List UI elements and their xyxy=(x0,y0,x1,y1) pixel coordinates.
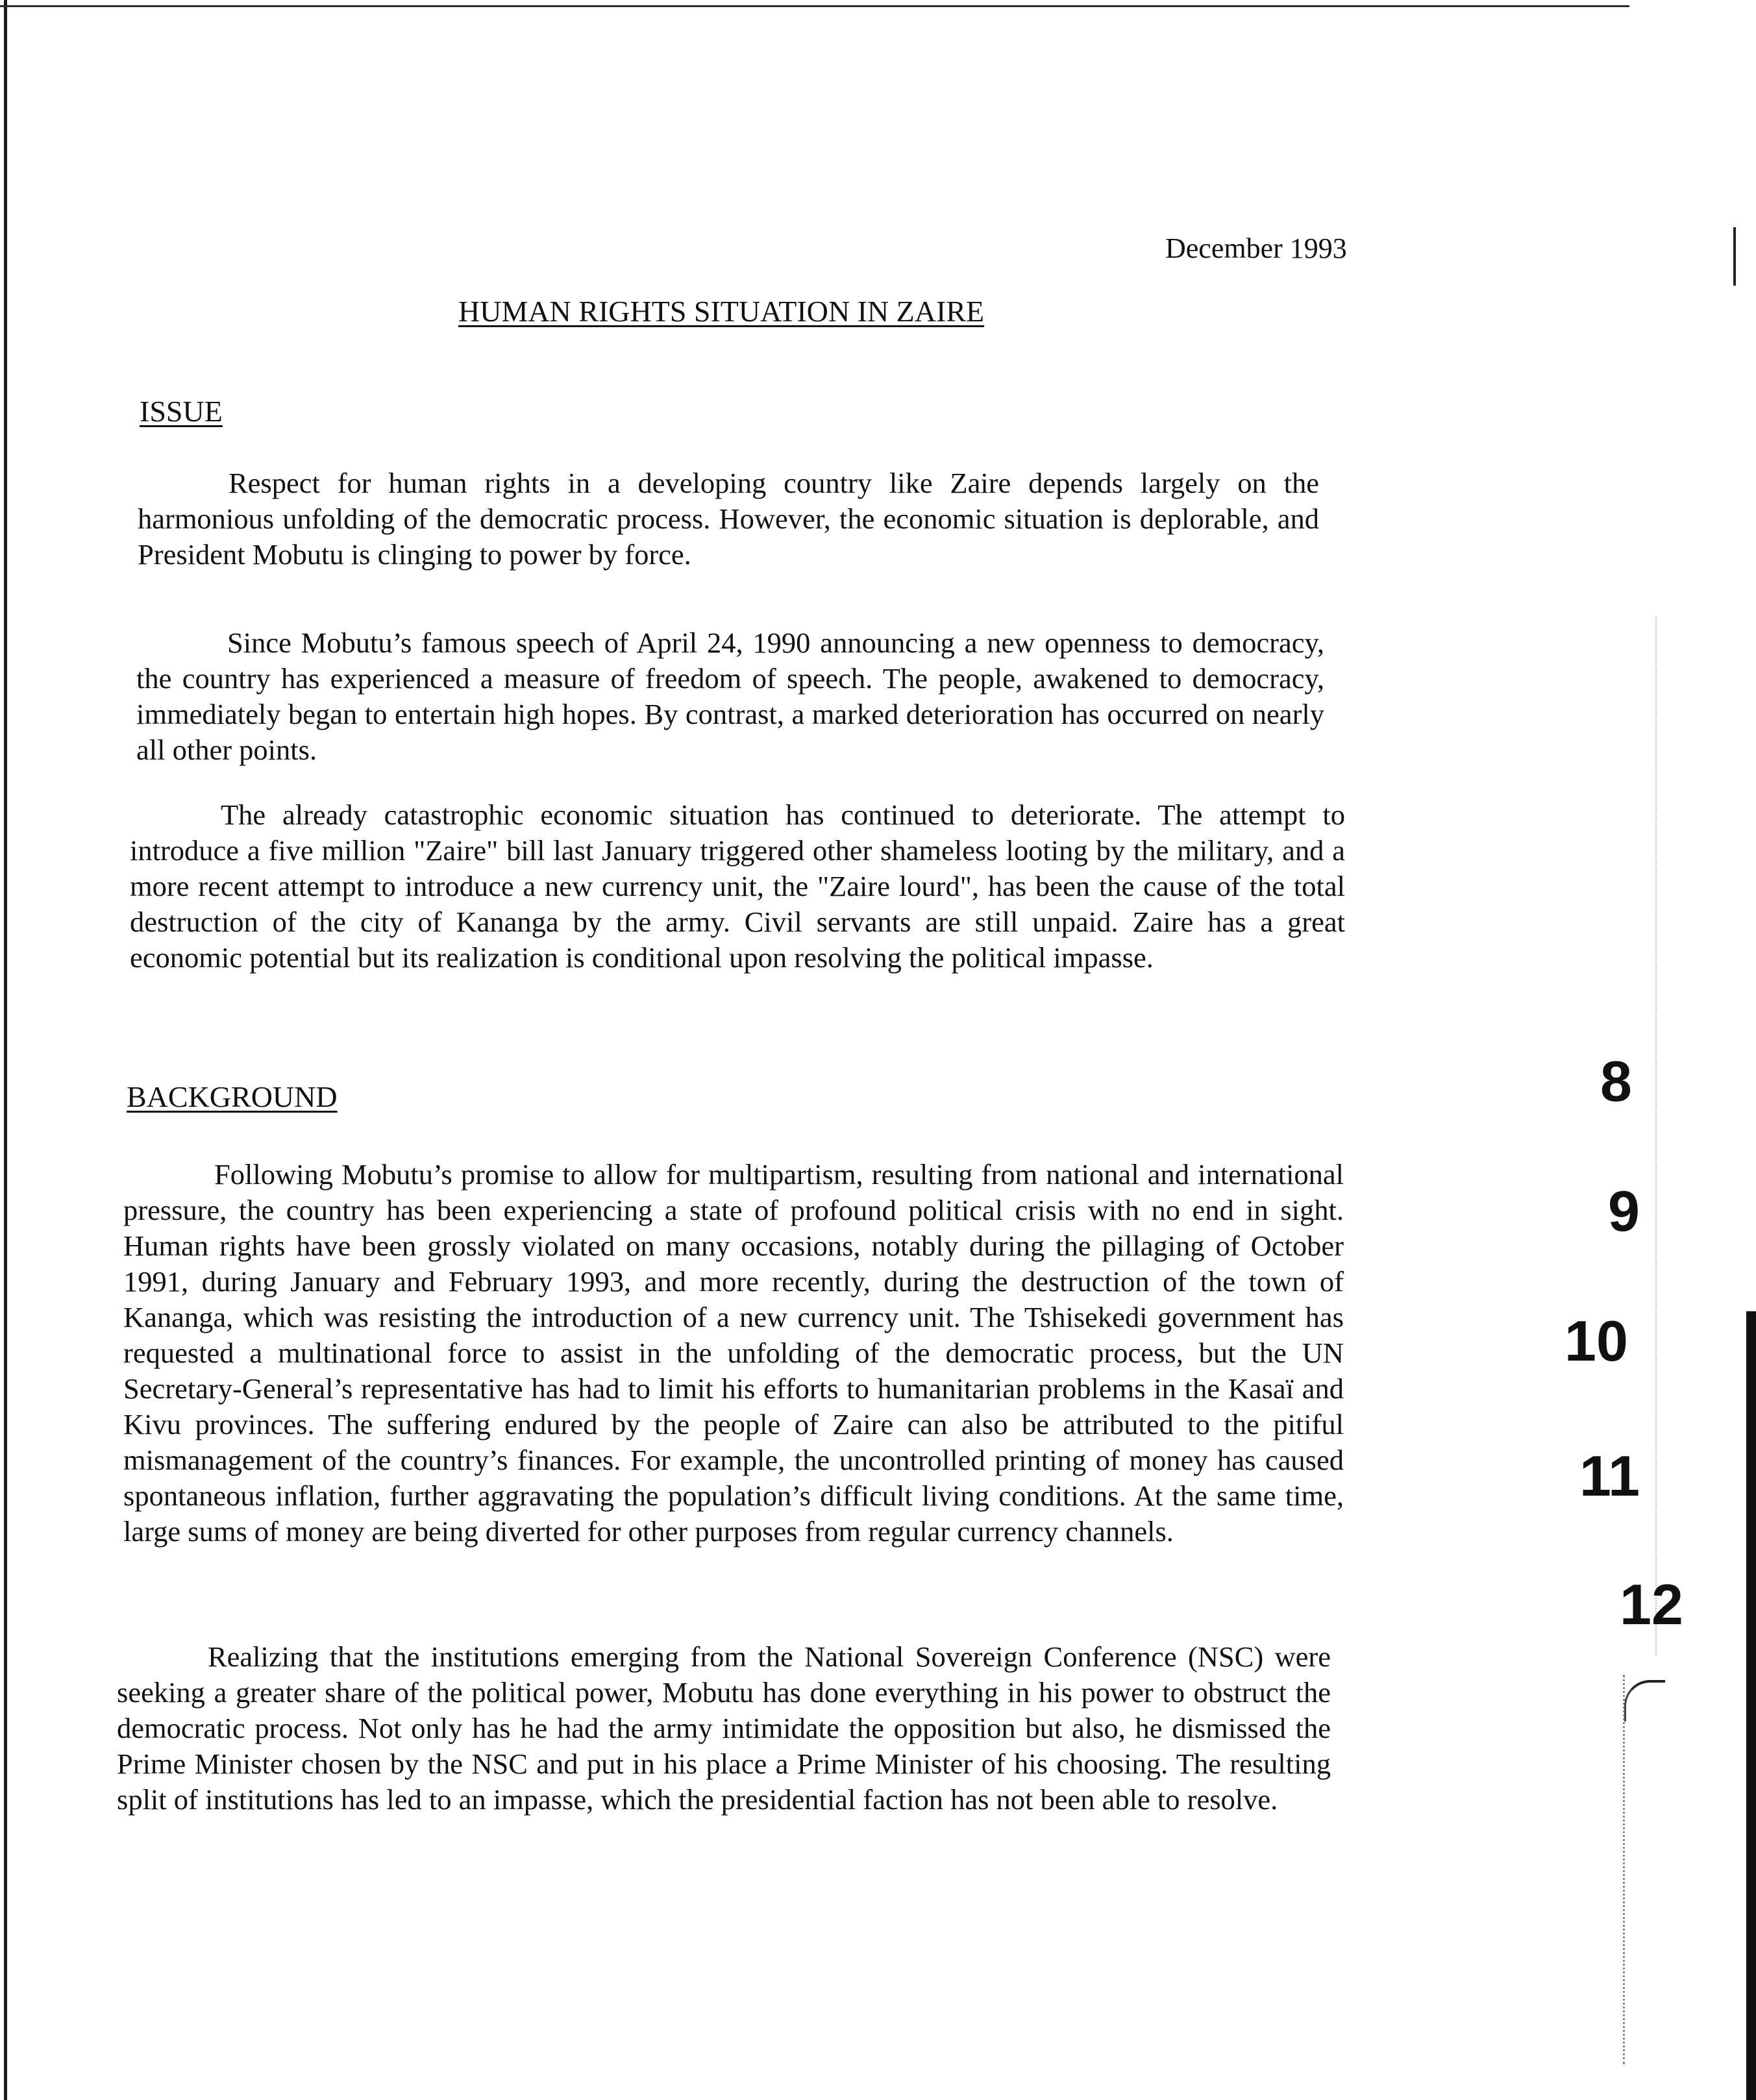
margin-tab-8: 8 xyxy=(1600,1049,1632,1113)
margin-tab-9: 9 xyxy=(1608,1179,1640,1243)
scan-margin-dots xyxy=(1655,617,1658,1655)
binder-tab-edge xyxy=(1623,1675,1626,2064)
section-heading-background: BACKGROUND xyxy=(127,1080,338,1113)
section-heading-issue: ISSUE xyxy=(140,395,223,428)
binder-tab-corner xyxy=(1624,1680,1665,1722)
scan-right-shadow xyxy=(1746,1311,1756,2100)
issue-paragraph-3: The already catastrophic economic situation has continued to deteriorate. The attempt to introduce a five million "Zaire" bill last January triggered other shameless looting by the military, and a more recent attempt to introduce a new currency unit, the "Zaire lourd", has been the cause of the total destruction of the city of Kananga by the army. Civil servants are still unpaid. Zaire has a great economic potential but its realization is conditional upon resolving the political impasse. xyxy=(130,798,1345,974)
background-paragraph-2: Realizing that the institutions emerging from the National Sovereign Conference (NSC) were seeking a greater share of the political power, Mobutu has done everything in his power to obstruct the democratic process. Not only has he had the army intimidate the opposition but also, he dismissed the Prime Minister chosen by the NSC and put in his place a Prime Minister of his choosing. The resulting split of institutions has led to an impasse, which the presidential faction has not been able to resolve. xyxy=(117,1640,1331,1816)
scan-left-edge xyxy=(4,0,7,2100)
margin-tab-12: 12 xyxy=(1620,1572,1683,1637)
margin-tab-10: 10 xyxy=(1564,1309,1628,1373)
issue-paragraph-2: Since Mobutu’s famous speech of April 24, 1990 announcing a new openness to democracy, the country has experienced a measure of freedom of speech. The people, awakened to democracy, immediately began to entertain high hopes. By contrast, a marked deterioration has occurred on nearly all other points. xyxy=(136,626,1324,766)
scan-top-edge xyxy=(0,5,1629,7)
document-title: HUMAN RIGHTS SITUATION IN ZAIRE xyxy=(458,295,985,328)
document-date: December 1993 xyxy=(1165,232,1347,264)
scan-right-mark xyxy=(1733,227,1736,286)
margin-tab-11: 11 xyxy=(1579,1444,1640,1508)
background-paragraph-1: Following Mobutu’s promise to allow for multipartism, resulting from national and international pressure, the country has been experiencing a state of profound political crisis with no end in sight. Human rights have been grossly violated on many occasions, notably during the pillaging of October 1991, during January and February 1993, and more recently, during the destruction of the town of Kananga, which was resisting the introduction of a new currency unit. The Tshisekedi government has requested a multinational force to assist in the unfolding of the democratic process, but the UN Secretary-General’s representative has had to limit his efforts to humanitarian problems in the Kasaï and Kivu provinces. The suffering endured by the people of Zaire can also be attributed to the pitiful mismanagement of the country’s finances. For example, the uncontrolled printing of money has caused spontaneous inflation, further aggravating the population’s difficult living conditions. At the same time, large sums of money are being diverted for other purposes from regular currency channels. xyxy=(123,1158,1344,1548)
issue-paragraph-1: Respect for human rights in a developing country like Zaire depends largely on the harmonious unfolding of the democratic process. However, the economic situation is deplorable, and President Mobutu is clinging to power by force. xyxy=(138,467,1319,571)
